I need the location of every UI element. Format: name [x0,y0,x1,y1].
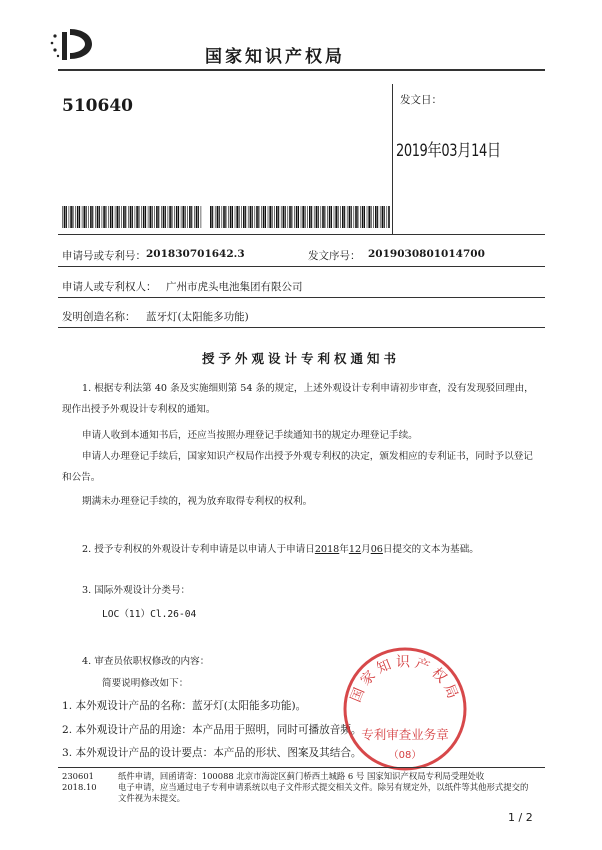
footer-rule [58,767,545,768]
dispatch-date-handwritten: 2019年03月14日 [396,141,501,161]
paragraph-5 [62,539,542,560]
creation-name-label: 发明创造名称： [62,311,136,323]
form-date: 2018.10 [62,782,97,792]
paragraph-7-sub [62,673,542,694]
para-7-sub-text: 简要说明修改如下： [102,678,189,689]
para-1-text: 1. 根据专利法第 40 条及实施细则第 54 条的规定，上述外观设计专利申请初步审查，没有发现驳回理由，现作出授予外观设计专利权的通知。 [62,383,534,415]
item-1-text: 1. 本外观设计产品的名称：蓝牙灯(太阳能多功能)。 [62,700,307,712]
applicant-value: 广州市虎头电池集团有限公司 [166,281,303,293]
rule-3 [58,297,545,298]
footer-line-1: 纸件申请，回函请寄：100088 北京市海淀区蓟门桥西土城路 6 号 国家知识产权局专利局受理处收 [118,771,485,781]
p5-year-unit: 年 [339,544,349,555]
serial-no-value: 2019030801014700 [368,248,485,260]
svg-text:国家知识产权局: 国家知识产权局 [347,654,463,705]
footer-line-2: 电子申请，应当通过电子专利申请系统以电子文件形式提交相关文件。除另有规定外，以纸件等其他形式提交的 [118,782,529,792]
classification-code [62,604,542,625]
dispatch-date-label: 发文日： [400,94,442,106]
p5-month: 12 [348,544,362,555]
footer-line-3: 文件视为未提交。 [118,793,185,803]
header-rule [58,69,545,71]
svg-text:（08）: （08） [388,750,422,761]
p5-prefix: 2. 授予专利权的外观设计专利申请是以申请人于申请日 [82,544,315,555]
creation-name-value: 蓝牙灯(太阳能多功能) [146,311,249,323]
paragraph-6 [62,580,542,601]
item-2 [62,720,542,741]
paragraph-2 [62,425,542,446]
svg-text:专利审查业务章: 专利审查业务章 [361,727,449,742]
item-2-text: 2. 本外观设计产品的用途：本产品用于照明，同时可播放音频。 [62,724,362,736]
serial-no-label: 发文序号： [308,250,361,262]
p5-month-unit: 月 [361,544,371,555]
item-1 [62,696,542,717]
paragraph-7 [62,651,542,672]
applicant-label: 申请人或专利权人： [62,281,157,293]
p5-year: 2018 [314,544,340,555]
paragraph-3 [62,446,542,488]
para-4-text: 期满未办理登记手续的，视为放弃取得专利权的权利。 [82,496,313,507]
official-seal [340,644,470,774]
para-6-text: 3. 国际外观设计分类号： [82,585,191,596]
p5-day: 06 [370,544,383,555]
item-3 [62,743,542,764]
rule-4 [58,327,545,328]
classification-code-text: LOC（11）Cl.26-04 [102,609,197,620]
paragraph-1 [62,378,542,420]
page-indicator: 1 / 2 [508,811,533,824]
application-no-label: 申请号或专利号： [62,250,146,262]
barcode-left [62,206,202,228]
application-no-value: 201830701642.3 [146,248,245,260]
rule-2 [58,266,545,267]
barcode-right [210,206,390,228]
para-7-text: 4. 审查员依职权修改的内容： [82,656,210,667]
notice-title: 授予外观设计专利权通知书 [201,351,400,366]
paragraph-4 [62,491,542,512]
office-name: 国家知识产权局 [205,47,345,67]
p5-suffix: 日提交的文本为基础。 [382,544,479,555]
form-code: 230601 [62,771,94,781]
cnipa-logo-icon [48,26,98,62]
para-3-text: 申请人办理登记手续后，国家知识产权局作出授予外观专利权的决定，颁发相应的专利证书，同时予以登记和公告。 [62,451,533,483]
footer-text [118,771,543,804]
date-column-divider [392,84,393,234]
para-2-text: 申请人收到本通知书后，还应当按照办理登记手续通知书的规定办理登记手续。 [82,430,418,441]
rule-1 [58,234,545,235]
item-3-text: 3. 本外观设计产品的设计要点：本产品的形状、图案及其结合。 [62,747,362,759]
document-number: 510640 [62,96,133,116]
